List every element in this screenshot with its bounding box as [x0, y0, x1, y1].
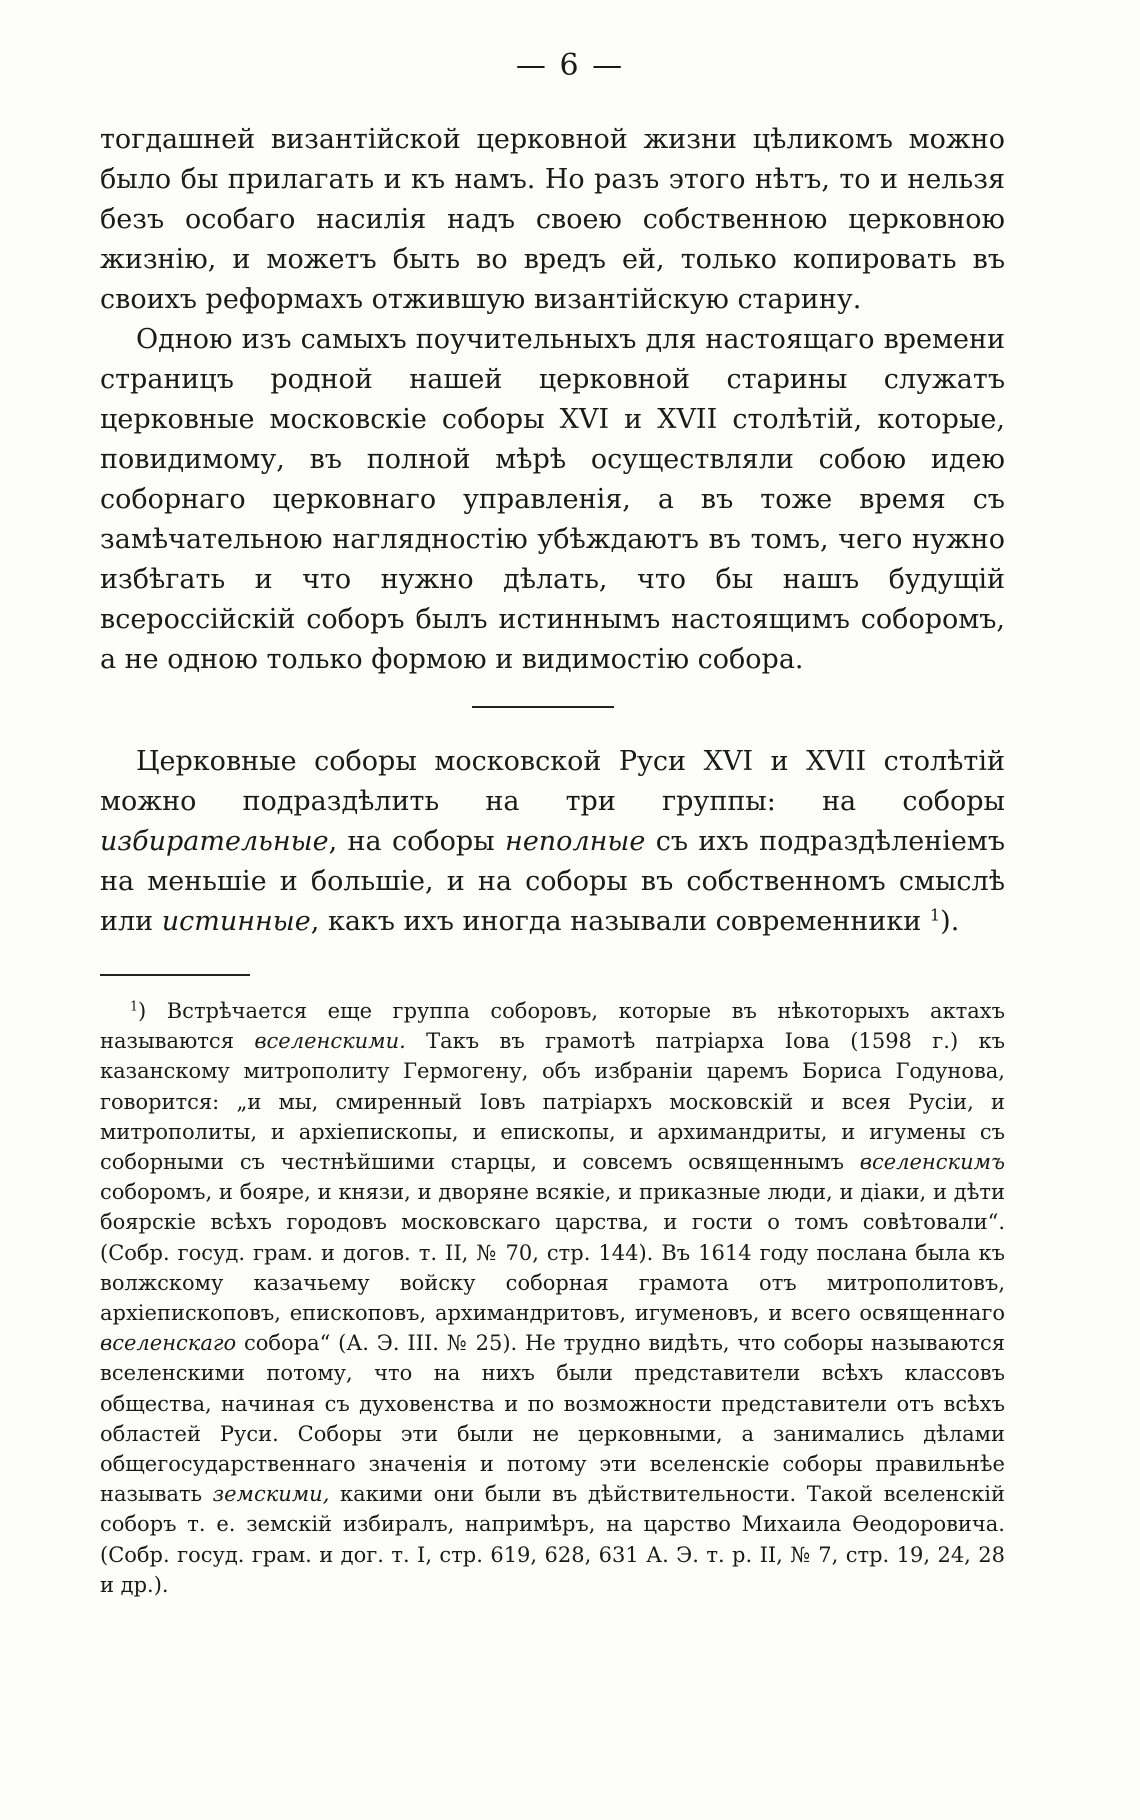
paragraph-council-groups: Церковные соборы московской Руси XVI и XVII столѣтiй можно подраздѣлить на три группы: на соборы избирательные, на соборы неполные съ ихъ подраздѣленiемъ на меньшiе и большiе, и на соборы въ собственномъ смыслѣ или истинные, какъ ихъ иногда называли современники $^1$). [100, 746, 1005, 937]
term-true: истинные [161, 906, 311, 937]
footnote-text: $^1$) Встрѣчается еще группа соборовъ, которые въ нѣкоторыхъ актахъ называются вселенскими. Такъ въ грамотѣ патрiарха Iова (1598 г.) къ казанскому митрополиту Гермогену, объ избранiи царемъ Бориса Годунова, говорится: „и мы, смиренный Iовъ патрiархъ московскiй и всея Русiи, и митрополиты, и архiепископы, и епископы, и архимандриты, и игумены съ соборными съ честнѣйшими старцы, и совсемъ освященнымъ вселенскимъ соборомъ, и бояре, и князи, и дворяне всякiе, и приказные люди, и дiаки, и дѣти боярскiе всѣхъ городовъ московскаго царства, и гости о томъ совѣтовали“. (Собр. госуд. грам. и догов. т. II, № 70, стр. 144). Въ 1614 году послана была къ волжскому казачьему войску соборная грамота отъ митрополитовъ, архiепископовъ, епископовъ, архимандритовъ, игуменовъ, и всего освященнаго вселенскаго собора“ (А. Э. III. № 25). Не трудно видѣть, что соборы называются вселенскими потому, что на нихъ были представители всѣхъ классовъ общества, начиная съ духовенства и по возможности представители отъ всѣхъ областей Руси. Соборы эти были не церковными, а занимались дѣлами общегосударственнаго значенiя и потому эти вселенскiе соборы правильнѣе называть земскими, какими они были въ дѣйствительности. Такой вселенскiй соборъ т. е. земскiй избиралъ, напримѣръ, на царство Михаила Ѳеодоровича. (Собр. госуд. грам. и дог. т. I, стр. 619, 628, 631 А. Э. т. р. II, № 7, стр. 19, 24, 28 и др.). [100, 998, 1005, 1597]
paragraph-councils-lesson: Одною изъ самыхъ поучительныхъ для настоящаго времени страницъ родной нашей церковной старины служатъ церковные московскiе соборы XVI и XVII столѣтiй, которые, повидимому, въ полной мѣрѣ осуществляли собою идею соборнаго церковнаго управленiя, а въ тоже время съ замѣчательною наглядностiю убѣждаютъ въ томъ, чего нужно избѣгать и что нужно дѣлать, что бы нашъ будущiй всероссiйскiй соборъ былъ истиннымъ настоящимъ соборомъ, а не одною только формою и видимостiю собора. [100, 324, 1005, 675]
term-electoral: избирательные [100, 826, 329, 857]
main-text-top [100, 120, 1005, 680]
footnote [100, 996, 1005, 1600]
paragraph-continuation: тогдашней византiйской церковной жизни цѣликомъ можно было бы прилагать и къ намъ. Но разъ этого нѣтъ, то и нельзя безъ особаго насилiя надъ своею собственною церковною жизнiю, и можетъ быть во вредъ ей, только копировать въ своихъ реформахъ отжившую византiйскую старину. [100, 124, 1005, 315]
footnote-marker: 1 [130, 998, 139, 1014]
footnote-rule [100, 974, 250, 976]
term-incomplete: неполные [505, 826, 646, 857]
footnote-reference: 1 [929, 905, 941, 925]
page-number: — 6 — [515, 48, 625, 83]
section-divider [472, 706, 614, 708]
main-text-bottom [100, 742, 1005, 942]
